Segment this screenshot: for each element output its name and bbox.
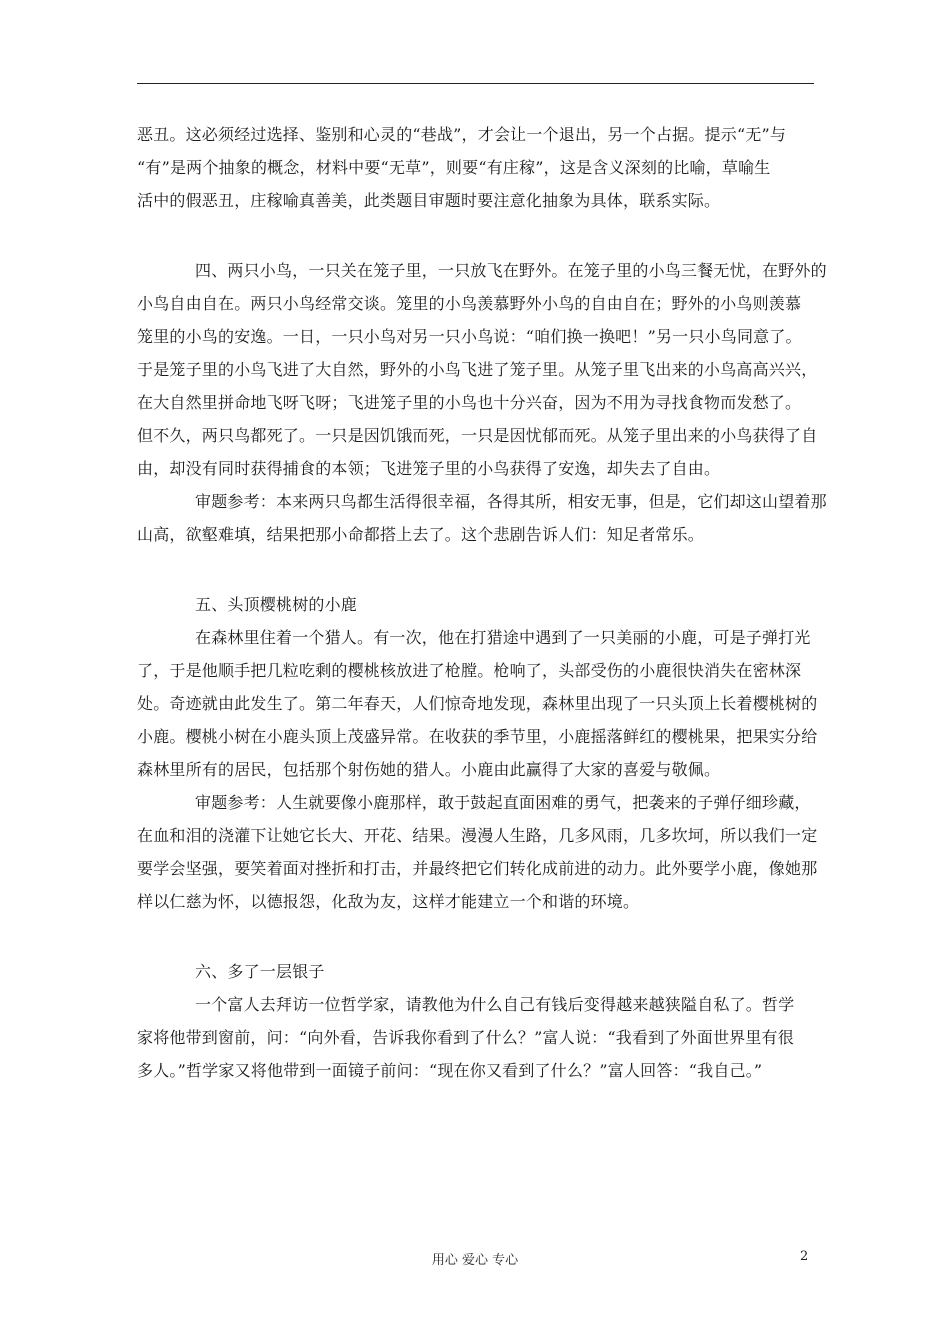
paragraph — [137, 254, 827, 485]
text-line: 多人。”哲学家又将他带到一面镜子前问：“现在你又看到了什么？”富人回答：“我自己。” — [137, 1061, 763, 1080]
header-rule — [137, 83, 814, 84]
paragraph — [137, 955, 814, 988]
text-line: 在森林里住着一个猎人。有一次，他在打猎途中遇到了一只美丽的小鹿，可是子弹打光 — [195, 628, 811, 647]
text-line: 活中的假恶丑，庄稼喻真善美，此类题目审题时要注意化抽象为具体，联系实际。 — [137, 191, 721, 210]
footer-text: 用心 爱心 专心 — [431, 1253, 519, 1268]
paragraph — [137, 786, 818, 918]
text-line: 由，却没有同时获得捕食的本领；飞进笼子里的小鸟获得了安逸，却失去了自由。 — [137, 459, 721, 478]
text-line: 审题参考：人生就要像小鹿那样，敢于鼓起直面困难的勇气，把袭来的子弹仔细珍藏， — [195, 793, 811, 812]
text-line: 了，于是他顺手把几粒吃剩的樱桃核放进了枪膛。枪响了，头部受伤的小鹿很快消失在密林深 — [137, 661, 802, 680]
paragraph-spacer — [137, 217, 814, 254]
text-line: 小鸟自由自在。两只小鸟经常交谈。笼里的小鸟羡慕野外小鸟的自由自在；野外的小鸟则羡慕 — [137, 294, 802, 313]
text-line: 在血和泪的浇灌下让她它长大、开花、结果。漫漫人生路，几多风雨，几多坎坷，所以我们一定 — [137, 826, 818, 845]
text-line: 四、两只小鸟，一只关在笼子里，一只放飞在野外。在笼子里的小鸟三餐无忧，在野外的 — [195, 261, 827, 280]
text-line: 于是笼子里的小鸟飞进了大自然，野外的小鸟飞进了笼子里。从笼子里飞出来的小鸟高高兴兴， — [137, 360, 818, 379]
document-body — [137, 118, 827, 1087]
text-line: “有”是两个抽象的概念，材料中要“无草”，则要“有庄稼”，这是含义深刻的比喻，草喻生 — [137, 158, 771, 177]
paragraph — [137, 118, 814, 217]
paragraph-spacer — [137, 551, 814, 588]
paragraph — [137, 621, 818, 786]
text-line: 家将他带到窗前，问：“向外看，告诉我你看到了什么？”富人说：“我看到了外面世界里有很 — [137, 1028, 794, 1047]
paragraph — [137, 485, 827, 551]
paragraph — [137, 988, 814, 1087]
text-line: 一个富人去拜访一位哲学家，请教他为什么自己有钱后变得越来越狭隘自私了。哲学 — [195, 995, 795, 1014]
text-line: 但不久，两只鸟都死了。一只是因饥饿而死，一只是因忧郁而死。从笼子里出来的小鸟获得了自 — [137, 426, 818, 445]
text-line: 处。奇迹就由此发生了。第二年春天，人们惊奇地发现，森林里出现了一只头顶上长着樱桃树的 — [137, 694, 818, 713]
text-line: 笼里的小鸟的安逸。一日，一只小鸟对另一只小鸟说：“咱们换一换吧！”另一只小鸟同意了。 — [137, 327, 802, 346]
text-line: 样以仁慈为怀，以德报怨，化敌为友，这样才能建立一个和谐的环境。 — [137, 892, 640, 911]
text-line: 要学会坚强，要笑着面对挫折和打击，并最终把它们转化成前进的动力。此外要学小鹿，像她那 — [137, 859, 818, 878]
text-line: 山高，欲壑难填，结果把那小命都搭上去了。这个悲剧告诉人们：知足者常乐。 — [137, 525, 705, 544]
paragraph — [137, 588, 814, 621]
text-line: 恶丑。这必须经过选择、鉴别和心灵的“巷战”，才会让一个退出，另一个占据。提示“无”与 — [137, 125, 787, 144]
page-number: 2 — [800, 1249, 809, 1264]
text-line: 审题参考：本来两只鸟都生活得很幸福，各得其所，相安无事，但是，它们却这山望着那 — [195, 492, 827, 511]
paragraph-spacer — [137, 918, 814, 955]
text-line: 小鹿。樱桃小树在小鹿头顶上茂盛异常。在收获的季节里，小鹿摇落鲜红的樱桃果，把果实分给 — [137, 727, 818, 746]
text-line: 六、多了一层银子 — [195, 962, 325, 981]
text-line: 森林里所有的居民，包括那个射伤她的猎人。小鹿由此赢得了大家的喜爱与敬佩。 — [137, 760, 721, 779]
text-line: 在大自然里拼命地飞呀飞呀；飞进笼子里的小鸟也十分兴奋，因为不用为寻找食物而发愁了。 — [137, 393, 802, 412]
text-line: 五、头顶樱桃树的小鹿 — [195, 595, 358, 614]
